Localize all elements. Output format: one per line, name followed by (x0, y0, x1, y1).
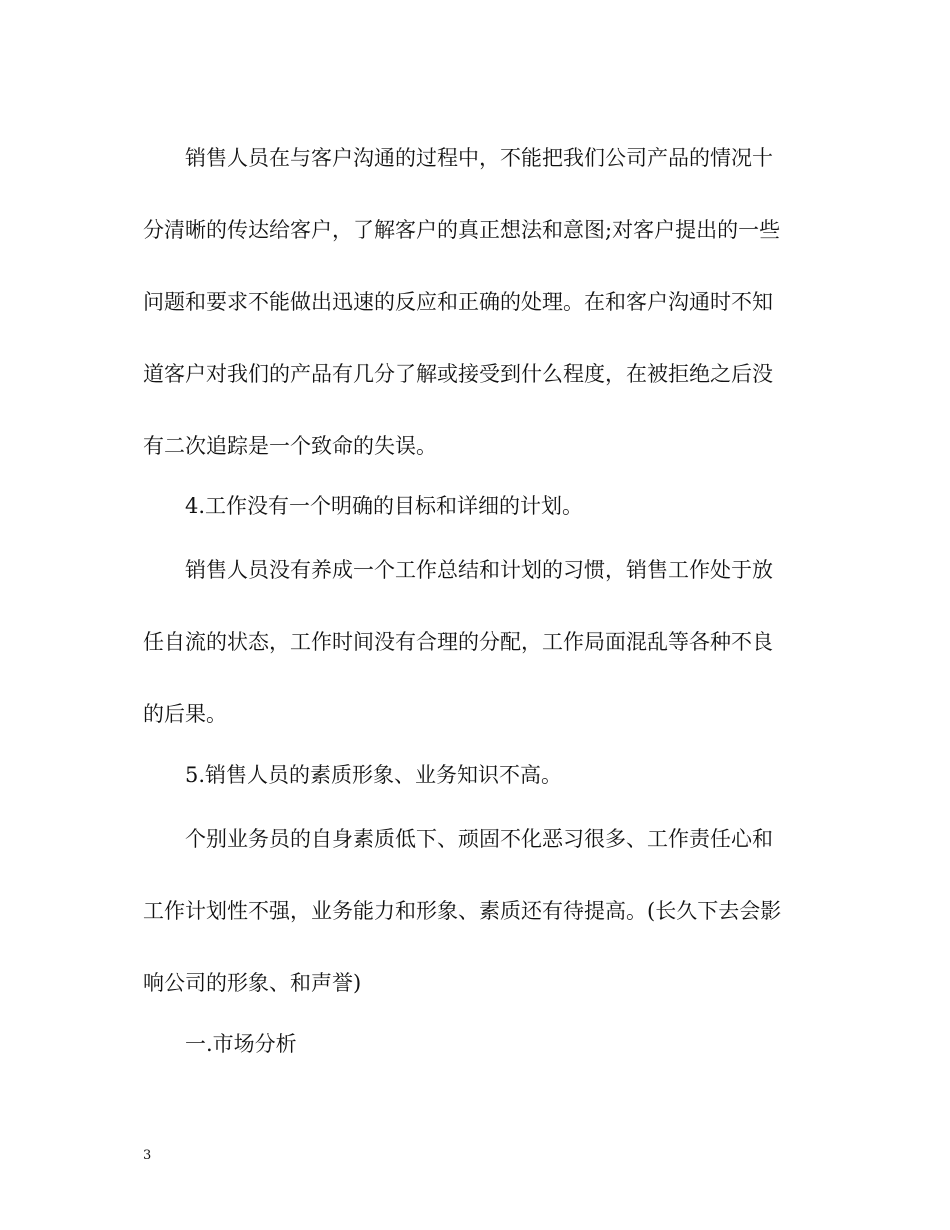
paragraph-line: 销售人员在与客户沟通的过程中，不能把我们公司产品的情况十 (185, 146, 773, 170)
paragraph-line: 个别业务员的自身素质低下、顽固不化恶习很多、工作责任心和 (185, 827, 773, 851)
paragraph-line: 有二次追踪是一个致命的失误。 (143, 434, 437, 458)
section-heading: 5.销售人员的素质形象、业务知识不高。 (185, 763, 563, 787)
paragraph-line: 分清晰的传达给客户，了解客户的真正想法和意图;对客户提出的一些 (143, 218, 781, 242)
paragraph-line: 响公司的形象、和声誉) (143, 971, 362, 995)
paragraph-line: 的后果。 (143, 702, 227, 726)
paragraph-line: 销售人员没有养成一个工作总结和计划的习惯，销售工作处于放 (185, 558, 773, 582)
paragraph-line: 道客户对我们的产品有几分了解或接受到什么程度，在被拒绝之后没 (143, 362, 773, 386)
section-heading: 一.市场分析 (185, 1032, 297, 1056)
section-heading: 4.工作没有一个明确的目标和详细的计划。 (185, 494, 584, 518)
paragraph-line: 任自流的状态，工作时间没有合理的分配，工作局面混乱等各种不良 (143, 630, 773, 654)
paragraph-line: 工作计划性不强，业务能力和形象、素质还有待提高。(长久下去会影 (143, 899, 782, 923)
paragraph-line: 问题和要求不能做出迅速的反应和正确的处理。在和客户沟通时不知 (143, 290, 773, 314)
page-number: 3 (143, 1148, 152, 1163)
